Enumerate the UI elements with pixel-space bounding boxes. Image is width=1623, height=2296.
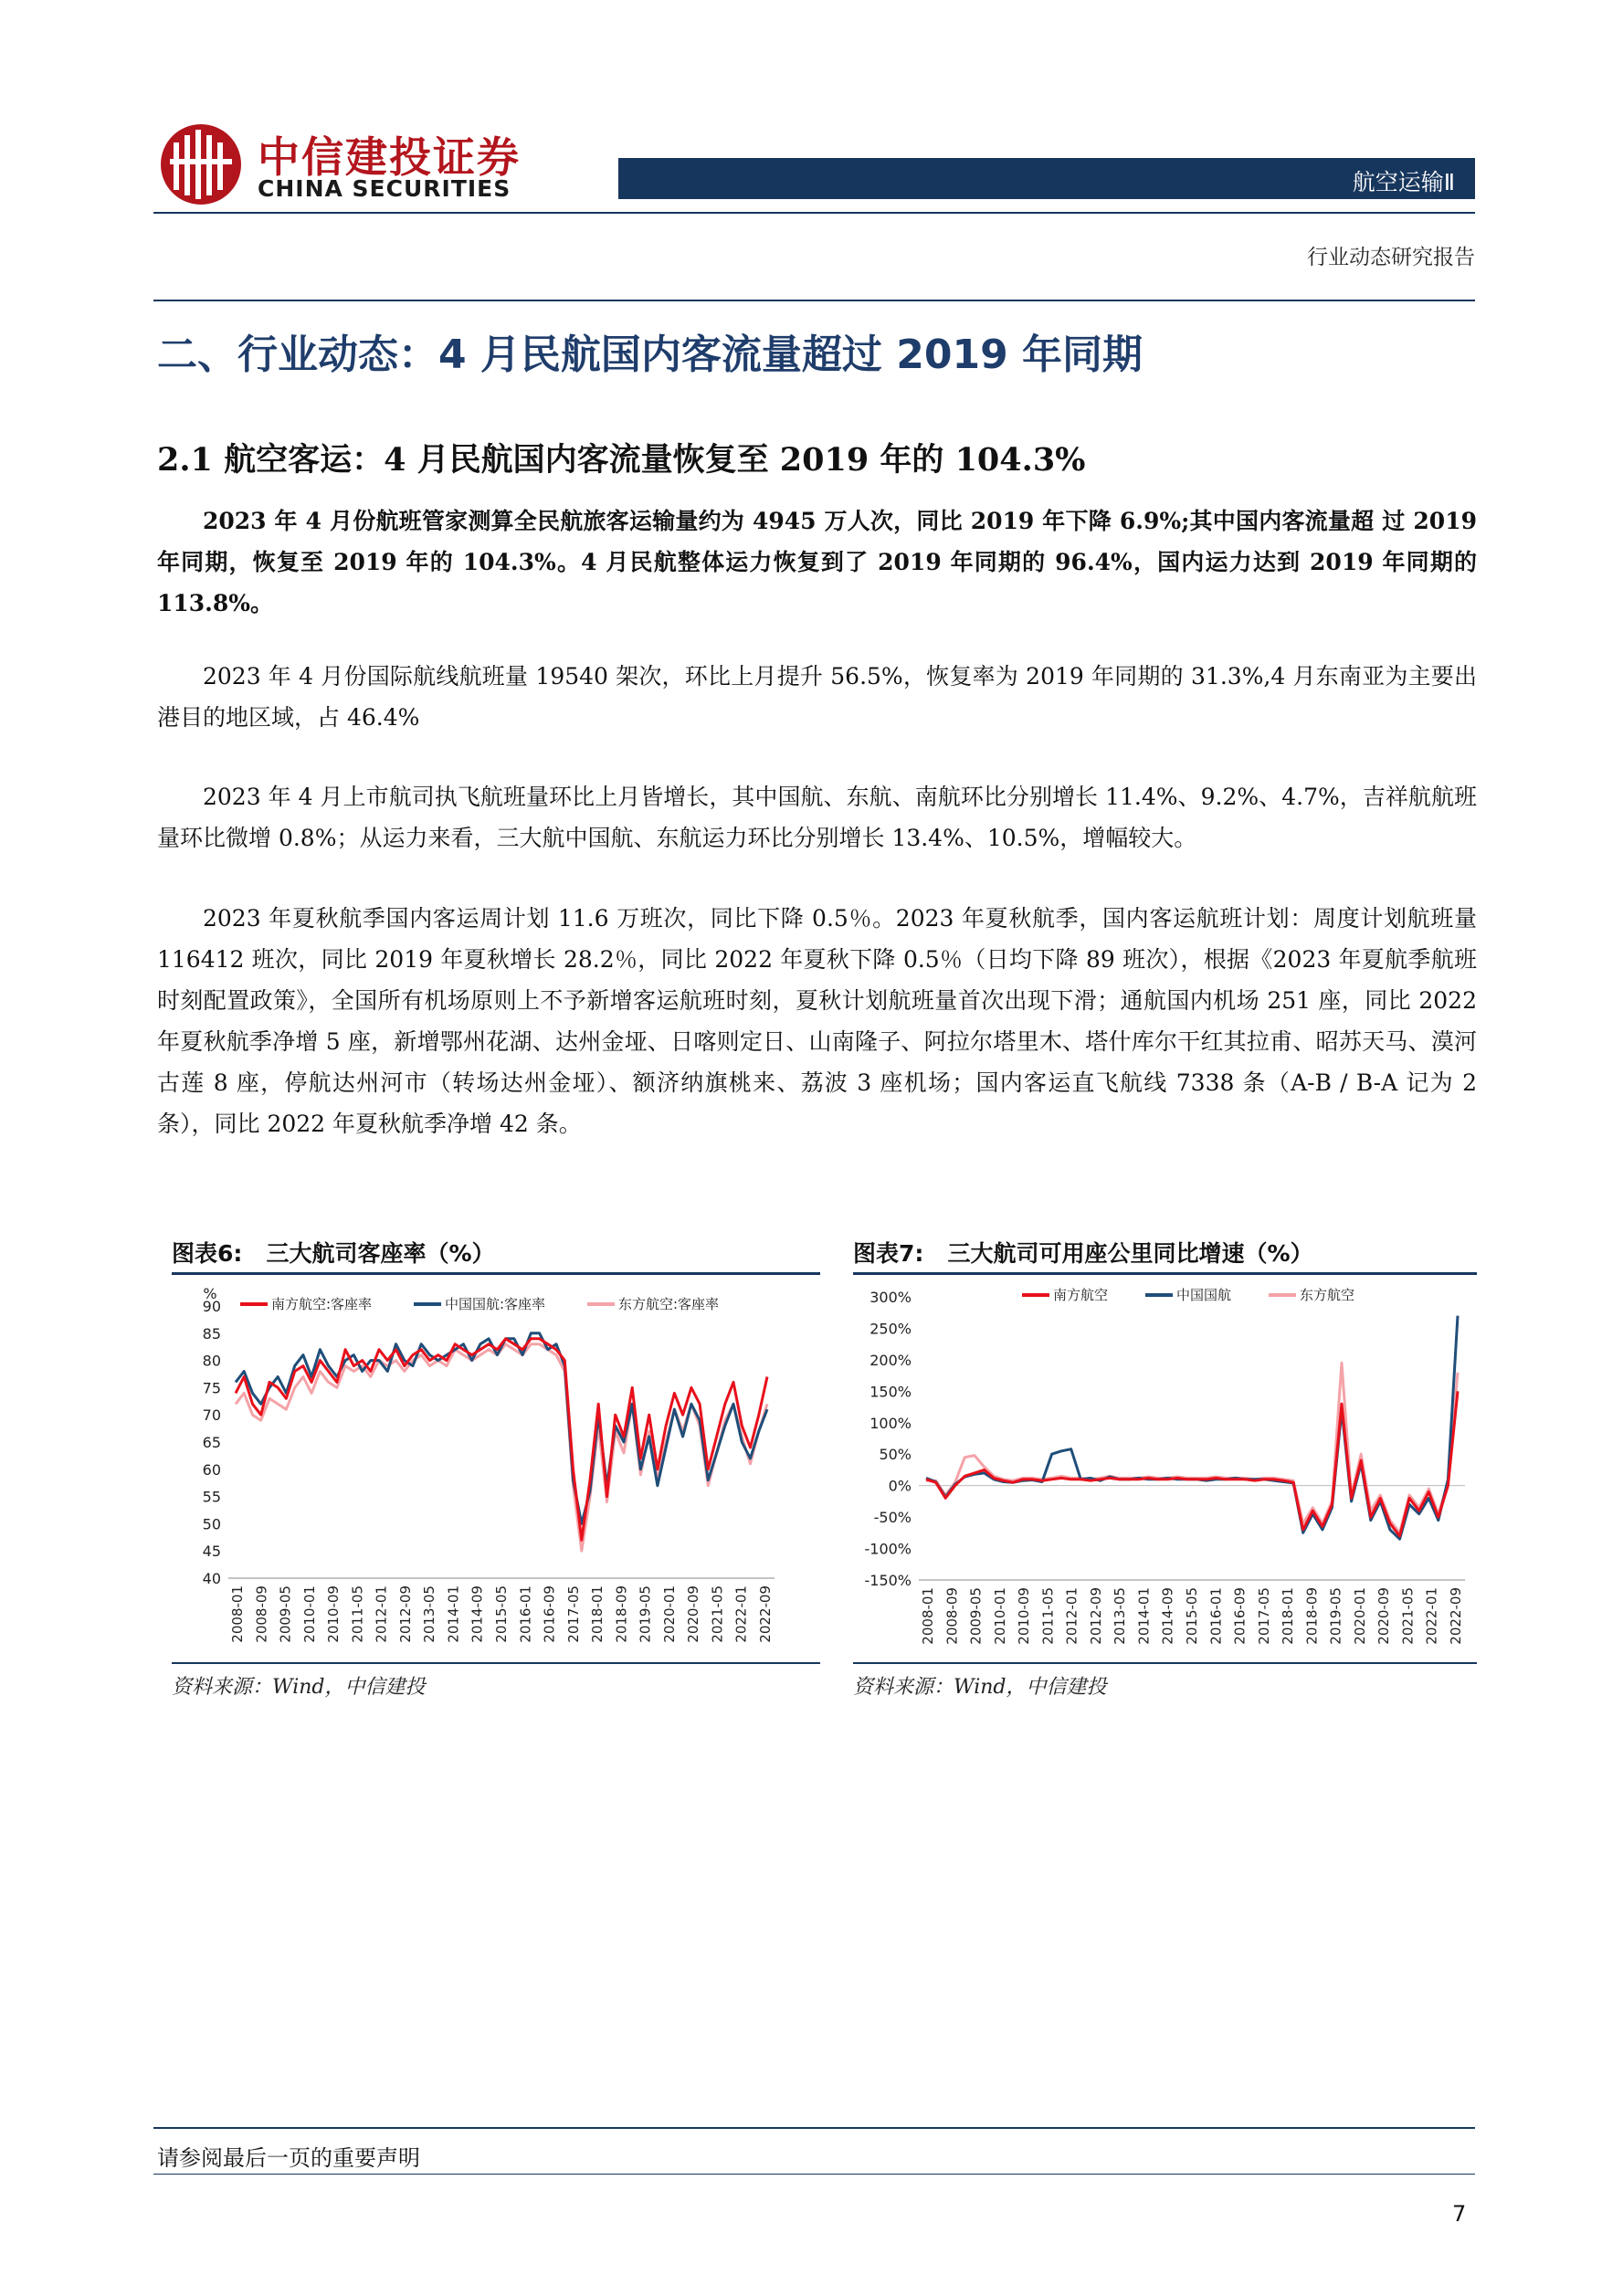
x-tick-label: 2009-05 [967, 1587, 985, 1645]
x-tick-label: 2010-01 [991, 1587, 1008, 1645]
figure-6-top-rule [172, 1272, 820, 1275]
figure-7-chart [853, 1279, 1477, 1660]
x-tick-label: 2015-05 [493, 1585, 510, 1643]
x-tick-label: 2014-01 [445, 1585, 462, 1643]
x-tick-label: 2010-09 [325, 1585, 343, 1643]
report-type: 行业动态研究报告 [1307, 246, 1475, 269]
y-tick-label: 60 [202, 1460, 221, 1479]
y-tick-label: 65 [202, 1434, 221, 1451]
x-tick-label: 2016-01 [1207, 1587, 1225, 1645]
subsection-heading: 2.1 航空客运：4 月民航国内客流量恢复至 2019 年的 104.3% [157, 441, 1086, 479]
y-tick-label: 75 [202, 1379, 221, 1397]
x-tick-label: 2010-09 [1016, 1587, 1033, 1645]
series-line [926, 1391, 1458, 1536]
y-tick-label: 50% [879, 1446, 912, 1464]
legend-label: 中国国航 [1176, 1287, 1232, 1303]
y-tick-label: 200% [869, 1351, 912, 1369]
x-tick-label: 2012-01 [1063, 1587, 1080, 1645]
y-tick-label: 50 [202, 1515, 221, 1533]
legend-label: 南方航空:客座率 [271, 1296, 373, 1312]
x-tick-label: 2020-09 [1375, 1587, 1393, 1645]
x-tick-label: 2011-05 [1039, 1587, 1057, 1645]
x-tick-label: 2021-05 [709, 1585, 726, 1643]
y-tick-label: 250% [869, 1320, 912, 1338]
brand-name-cn: 中信建投证券 [258, 132, 521, 182]
paragraph-3: 2023 年 4 月上市航司执飞航班量环比上月皆增长，其中国航、东航、南航环比分别增长 11.4%、9.2%、4.7%，吉祥航航班量环比微增 0.8%；从运力来看，三大航中国航、东航运力环比分别增长 13.4%、10.5%，增幅较大。 [157, 784, 1477, 851]
y-tick-label: 80 [202, 1352, 221, 1370]
x-tick-label: 2017-05 [1255, 1587, 1272, 1645]
y-tick-label: 90 [202, 1298, 221, 1315]
sector-banner [618, 158, 1475, 199]
figure-7-caption: 三大航司可用座公里同比增速（%） [947, 1240, 1313, 1267]
y-tick-label: 70 [202, 1406, 221, 1425]
x-tick-label: 2022-09 [1448, 1587, 1464, 1645]
paragraph-1: 2023 年 4 月份航班管家测算全民航旅客运输量约为 4945 万人次，同比 2019 年下降 6.9%;其中国内客流量超 过 2019 年同期，恢复至 2019 年的 104.3%。4 月民航整体运力恢复到了 2019 年同期的 96.4%，国内运力达到 2019 年同期的 113.8%。 [157, 508, 1477, 616]
series-line [236, 1339, 767, 1541]
y-tick-label: 300% [869, 1289, 912, 1306]
figure-6-source: 资料来源：Wind，中信建投 [172, 1676, 426, 1699]
y-tick-label: 55 [202, 1488, 221, 1506]
x-tick-label: 2014-09 [1159, 1587, 1176, 1645]
figure-6-title [172, 1236, 495, 1269]
x-tick-label: 2018-09 [613, 1585, 630, 1643]
figure-6-label: 图表6: [172, 1240, 243, 1267]
header-divider [153, 212, 1475, 214]
x-tick-label: 2018-01 [589, 1585, 606, 1643]
figure-6-caption: 三大航司客座率（%） [266, 1240, 495, 1267]
x-tick-label: 2021-05 [1399, 1587, 1417, 1645]
x-tick-label: 2022-01 [732, 1585, 750, 1643]
legend-label: 南方航空 [1053, 1287, 1109, 1303]
x-tick-label: 2019-05 [1327, 1587, 1344, 1645]
y-tick-label: 150% [869, 1383, 912, 1401]
footer-divider-thin [153, 2174, 1475, 2175]
footer-divider [153, 2127, 1475, 2129]
x-tick-label: 2013-05 [1112, 1587, 1129, 1645]
x-tick-label: 2015-05 [1184, 1587, 1200, 1645]
x-tick-label: 2018-01 [1280, 1587, 1297, 1645]
x-tick-label: 2018-09 [1303, 1587, 1321, 1645]
series-line [236, 1333, 767, 1524]
x-tick-label: 2019-05 [637, 1585, 654, 1643]
logo-emblem-icon [161, 124, 241, 205]
figure-6-bottom-rule [172, 1662, 820, 1664]
x-tick-label: 2008-09 [253, 1585, 270, 1643]
brand-logo-mark [161, 124, 241, 205]
y-tick-label: 85 [202, 1324, 221, 1343]
x-tick-label: 2011-05 [349, 1585, 366, 1643]
footer-disclaimer[interactable]: 请参阅最后一页的重要声明 [157, 2145, 420, 2171]
y-tick-label: 45 [202, 1543, 221, 1561]
x-tick-label: 2012-09 [396, 1585, 414, 1643]
x-tick-label: 2014-09 [469, 1585, 486, 1643]
figure-7-source: 资料来源：Wind，中信建投 [853, 1676, 1107, 1699]
x-tick-label: 2016-01 [517, 1585, 534, 1643]
unit-label: % [203, 1285, 217, 1302]
x-tick-label: 2009-05 [277, 1585, 294, 1643]
x-tick-label: 2016-09 [1231, 1587, 1249, 1645]
x-tick-label: 2020-01 [1351, 1587, 1368, 1645]
subheader-divider [153, 300, 1475, 301]
y-tick-label: 100% [869, 1414, 912, 1432]
x-tick-label: 2014-01 [1135, 1587, 1153, 1645]
paragraph-4: 2023 年夏秋航季国内客运周计划 11.6 万班次，同比下降 0.5％。2023 年夏秋航季，国内客运航班计划：周度计划航班量 116412 班次，同比 2019 年夏秋增长 28.2％，同比 2022 年夏秋下降 0.5％（日均下降 89 班次），根据《2023 年夏航季航班时刻配置政策》，全国所有机场原则上不予新增客运航班时刻，夏秋计划航班量首次出现下滑；通航国内机场 251 座，同比 2022 年夏秋航季净增 5 座，新增鄂州花湖、达州金垭、日喀则定日、山南隆子、阿拉尔塔里木、塔什库尔干红其拉甫、昭苏天马、漠河古莲 8 座，停航达州河市（转场达州金垭）、额济纳旗桃来、荔波 3 座机场；国内客运直飞航线 7338 条（A-B / B-A 记为 2 条），同比 2022 年夏秋航季净增 42 条。 [157, 905, 1477, 1137]
y-tick-label: -100% [864, 1540, 912, 1558]
sector-label: 航空运输Ⅱ [1352, 169, 1455, 195]
x-tick-label: 2008-01 [229, 1585, 246, 1643]
paragraph-2: 2023 年 4 月份国际航线航班量 19540 架次，环比上月提升 56.5%，恢复率为 2019 年同期的 31.3%,4 月东南亚为主要出港目的地区域，占 46.4% [157, 663, 1477, 731]
x-tick-label: 2010-01 [300, 1585, 318, 1643]
brand-name-en: CHINA SECURITIES [258, 175, 511, 202]
x-tick-label: 2008-01 [920, 1587, 936, 1645]
legend-label: 东方航空:客座率 [618, 1296, 720, 1312]
x-tick-label: 2013-05 [421, 1585, 438, 1643]
x-tick-label: 2016-09 [541, 1585, 558, 1643]
x-tick-label: 2012-09 [1087, 1587, 1104, 1645]
y-tick-label: -150% [864, 1572, 912, 1589]
x-tick-label: 2020-01 [660, 1585, 678, 1643]
y-tick-label: -50% [873, 1509, 912, 1527]
x-tick-label: 2017-05 [564, 1585, 582, 1643]
figure-6-chart [172, 1279, 820, 1660]
figure-7-top-rule [853, 1272, 1477, 1275]
x-tick-label: 2022-09 [757, 1585, 774, 1643]
y-tick-label: 40 [202, 1570, 221, 1587]
legend-label: 中国国航:客座率 [445, 1296, 546, 1312]
y-tick-label: 0% [888, 1477, 912, 1495]
x-tick-label: 2020-09 [685, 1585, 702, 1643]
section-heading: 二、行业动态：4 月民航国内客流量超过 2019 年同期 [157, 332, 1143, 378]
page-number: 7 [1452, 2201, 1467, 2227]
x-tick-label: 2008-09 [943, 1587, 961, 1645]
figure-7-bottom-rule [853, 1662, 1477, 1664]
x-tick-label: 2022-01 [1423, 1587, 1440, 1645]
figure-7-label: 图表7: [853, 1240, 924, 1267]
legend-label: 东方航空 [1300, 1287, 1355, 1303]
figure-7-title [853, 1236, 1313, 1269]
x-tick-label: 2012-01 [373, 1585, 390, 1643]
